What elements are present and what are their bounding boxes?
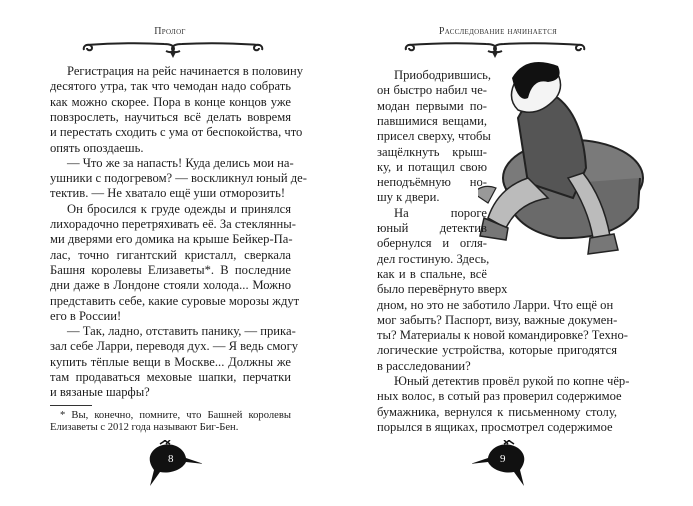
text-line: он быстро набил че- xyxy=(377,83,487,98)
text-line: порылся в ящиках, просмотрел содержимое xyxy=(377,419,613,434)
text-line: защёлкнуть крыш- xyxy=(377,144,487,159)
text-line: юный детектив xyxy=(377,221,487,235)
text-line: представить себе, какие суровые морозы ждут xyxy=(50,293,300,308)
text-line: лас, точно гигантский кристалл, сверкала xyxy=(50,247,291,262)
text-line: мог забыть? Паспорт, визу, важные докумен- xyxy=(377,312,618,327)
text-line: десятого утра, так что чемодан надо собрать xyxy=(50,79,291,94)
text-line: Башня королевы Елизаветы*. В последние xyxy=(50,262,291,277)
text-line: ных волос, в сотый раз проверил содержимое xyxy=(377,389,622,404)
text-line: тектив. — Не хватало ещё уши отморозить! xyxy=(50,186,286,201)
text-line: лихорадочно перетряхивать её. За стеклянны- xyxy=(50,217,296,231)
text-line: шу к двери. xyxy=(377,190,440,205)
text-line: Он бросился к груде одежды и принялся xyxy=(67,201,291,216)
text-line: ты? Материалы к новой командировке? Техно- xyxy=(377,328,628,343)
right-page xyxy=(346,0,693,506)
text-line: дел гостиную. Здесь, xyxy=(377,251,490,266)
page-number-badge xyxy=(472,440,528,493)
page-number-badge xyxy=(146,440,202,493)
text-line: — Что же за напасть! Куда делись мои на- xyxy=(67,155,294,170)
text-line: дни даже в Лондоне стояли холода... Можно xyxy=(50,278,291,293)
text-line: ушники с подогревом? — воскликнул юный де- xyxy=(50,171,307,186)
left-page xyxy=(0,0,346,506)
text-line: зал себе Ларри, переводя дух. — Я ведь смогу xyxy=(50,339,299,354)
footnote-rule xyxy=(50,405,92,406)
text-line: как и в спальне, всё xyxy=(377,266,487,281)
ornament-divider xyxy=(78,40,268,58)
text-line: дном, но это не заботило Ларри. Что ещё он xyxy=(377,297,614,312)
text-line: — Так, ладно, отставить панику, — прика- xyxy=(67,324,296,339)
text-line: Юный детектив провёл рукой по копне чёр- xyxy=(394,374,630,388)
hat-icon xyxy=(146,440,202,488)
text-line: повзрослеть, научиться всё делать вовремя xyxy=(50,109,291,124)
text-line: обернулся и огля- xyxy=(377,236,487,251)
text-line: опять опоздаешь. xyxy=(50,140,144,155)
text-line: Регистрация на рейс начинается в половину xyxy=(67,64,304,78)
footnote-line: * Вы, конечно, помните, что Башней королевы xyxy=(60,410,291,421)
page-number: 9 xyxy=(500,453,506,465)
text-line: Приободрившись, xyxy=(394,68,492,82)
text-line: логические устройства, которые пригодятся xyxy=(377,343,617,358)
text-line: купить тёплые вещи в Москве... Должны же xyxy=(50,354,291,369)
ornament-divider xyxy=(400,40,590,58)
text-line: в расследовании? xyxy=(377,358,471,373)
text-line: ми дверями его домика на крыше Бейкер-Па- xyxy=(50,232,293,247)
text-line: присел сверху, чтобы xyxy=(377,129,491,144)
page-number: 8 xyxy=(168,453,174,465)
text-line: и вязаные шарфы? xyxy=(50,385,150,400)
text-line: его в России! xyxy=(50,308,122,323)
text-line: неподъёмную но- xyxy=(377,175,487,190)
text-line: бумажника, вернулся к письменному столу, xyxy=(377,404,617,419)
text-line: было перевёрнуто вверх xyxy=(377,282,508,297)
boy-on-suitcase-illustration xyxy=(478,58,648,273)
text-line: На пороге xyxy=(394,205,487,220)
running-head: Пролог xyxy=(154,26,186,37)
text-line: ку, и потащил свою xyxy=(377,159,487,174)
running-head: Расследование начинается xyxy=(438,26,558,37)
text-line: и перестать сходить с ума от беспокойства, что xyxy=(50,125,303,140)
footnote-line: Елизаветы с 2012 года называют Биг-Бен. xyxy=(50,422,239,433)
text-line: модан первыми по- xyxy=(377,98,487,113)
text-line: как можно скорее. Пора в конце концов уже xyxy=(50,94,291,109)
text-line: павшимися вещами, xyxy=(377,113,487,128)
text-line: там продаваться меховые шапки, перчатки xyxy=(50,370,291,384)
